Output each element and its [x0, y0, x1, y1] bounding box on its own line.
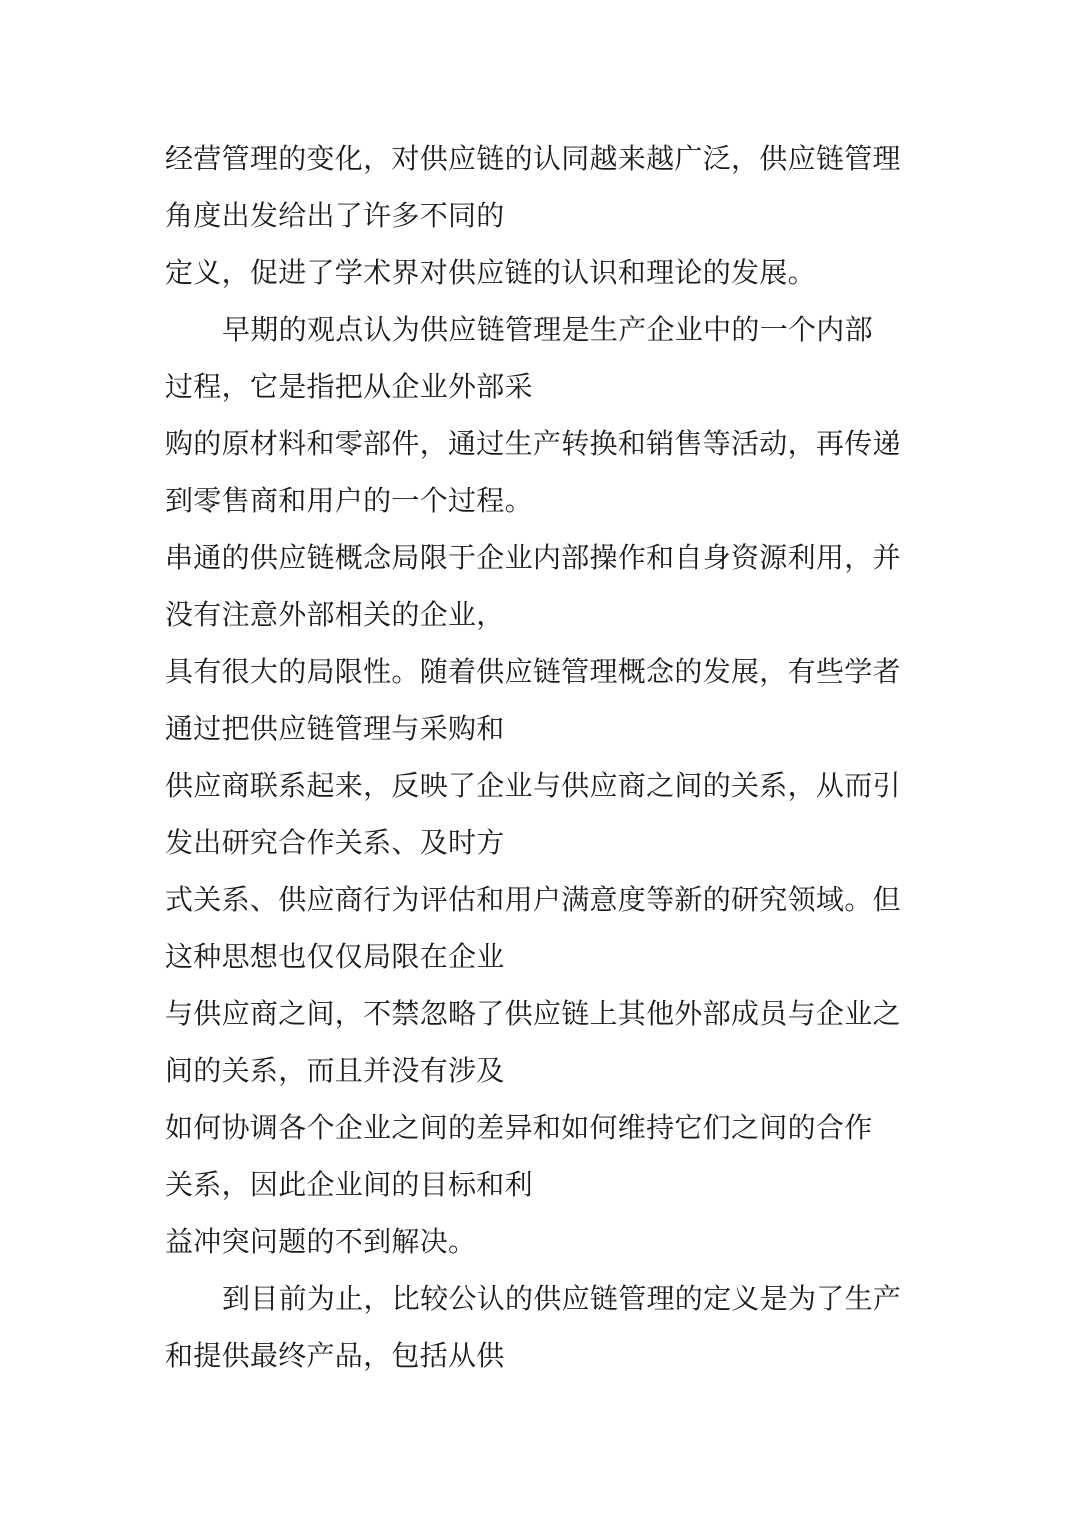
- document-body: [165, 130, 925, 1384]
- text-line: 与供应商之间，不禁忽略了供应链上其他外部成员与企业之: [165, 997, 901, 1030]
- paragraph-start-line: 早期的观点认为供应链管理是生产企业中的一个内部: [222, 313, 873, 346]
- text-line: 角度出发给出了许多不同的: [165, 199, 505, 232]
- text-line: 式关系、供应商行为评估和用户满意度等新的研究领域。但: [165, 883, 901, 916]
- text-line: 这种思想也仅仅局限在企业: [165, 940, 505, 973]
- paragraph-start-line: 到目前为止，比较公认的供应链管理的定义是为了生产: [222, 1282, 902, 1315]
- text-line: 供应商联系起来，反映了企业与供应商之间的关系，从而引: [165, 769, 901, 802]
- text-line: 和提供最终产品，包括从供: [165, 1339, 505, 1372]
- text-line: 间的关系，而且并没有涉及: [165, 1054, 505, 1087]
- text-line: 发出研究合作关系、及时方: [165, 826, 505, 859]
- text-line: 关系，因此企业间的目标和利: [165, 1168, 533, 1201]
- text-line: 串通的供应链概念局限于企业内部操作和自身资源利用，并: [165, 541, 901, 574]
- text-line: 益冲突问题的不到解决。: [165, 1225, 477, 1258]
- text-line: 过程，它是指把从企业外部采: [165, 370, 533, 403]
- text-line: 定义，促进了学术界对供应链的认识和理论的发展。: [165, 256, 816, 289]
- text-line: 通过把供应链管理与采购和: [165, 712, 505, 745]
- text-line: 经营管理的变化，对供应链的认同越来越广泛，供应链管理: [165, 142, 901, 175]
- text-line: 到零售商和用户的一个过程。: [165, 484, 533, 517]
- text-line: 如何协调各个企业之间的差异和如何维持它们之间的合作: [165, 1111, 873, 1144]
- text-line: 没有注意外部相关的企业，: [165, 598, 505, 631]
- text-line: 购的原材料和零部件，通过生产转换和销售等活动，再传递: [165, 427, 901, 460]
- text-line: 具有很大的局限性。随着供应链管理概念的发展，有些学者: [165, 655, 901, 688]
